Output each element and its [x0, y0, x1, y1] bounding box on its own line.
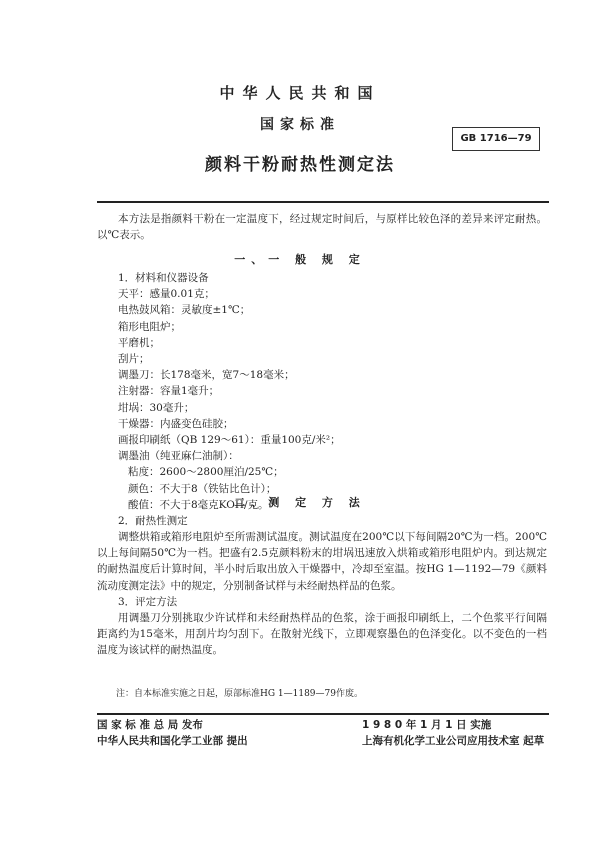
subsection2-text: 调整烘箱或箱形电阻炉至所需测试温度。测试温度在200℃以下每间隔20℃为一档。200℃以上每间隔50℃为一档。把盛有2.5克颜料粉末的坩埚迅速放入烘箱或箱形电阻炉内。到达规定的耐热温度后计算时间，半小时后取出放入干燥器中，冷却至室温。按HG 1—1192—79《颜料流动度测定法》中的规定，分别制备试样与未经耐热样品的色浆。 — [97, 531, 547, 592]
subsection3-text: 用调墨刀分别挑取少许试样和未经耐热样品的色浆，涂于画报印刷纸上，二个色浆平行间隔距离约为15毫米，用刮片均匀刮下。在散射光线下，立即观察墨色的色泽变化。以不变色的一档温度为该试样的耐热温度。 — [97, 612, 547, 657]
list-subitem: 粘度：2600～2800厘泊/25℃； — [128, 466, 284, 479]
list-subitem: 酸值：不大于8毫克KOH/克。 — [128, 498, 269, 511]
top-rule — [97, 201, 549, 203]
list-item: 电热鼓风箱：灵敏度±1℃； — [118, 304, 251, 317]
list-item: 箱形电阻炉； — [118, 320, 181, 333]
list-item: 1．材料和仪器设备 — [118, 272, 209, 284]
effective-date: 1 9 8 0 年 1 月 1 日 实施 — [362, 719, 492, 731]
list-item: 平磨机； — [118, 336, 160, 349]
list-item: 干燥器：内盛变色硅胶； — [118, 417, 234, 430]
bottom-rule — [97, 713, 549, 715]
list-subitem: 颜色：不大于8（铁钴比色计）； — [128, 482, 277, 495]
list-item: 坩埚：30毫升； — [118, 401, 195, 414]
list-item: 天平：感量0.01克； — [118, 288, 215, 301]
drafter: 上海有机化学工业公司应用技术室 起草 — [362, 735, 545, 747]
list-item: 调墨刀：长178毫米，宽7～18毫米； — [118, 369, 295, 382]
document-title: 颜料干粉耐热性测定法 — [205, 155, 395, 175]
list-item: 注射器：容量1毫升； — [118, 385, 220, 398]
section1-heading: 一、一 般 规 定 — [234, 253, 366, 266]
standard-code-box: GB 1716—79 — [452, 127, 540, 151]
section2-heading: 二、测 定 方 法 — [234, 496, 366, 509]
intro-paragraph: 本方法是指颜料干粉在一定温度下，经过规定时间后，与原样比较色泽的差异来评定耐热。以℃表示。 — [97, 213, 547, 242]
category-heading: 国家标准 — [260, 117, 340, 133]
issuer: 国 家 标 准 总 局 发布 — [97, 719, 203, 731]
subsection2-title: 2．耐热性测定 — [118, 515, 188, 527]
proposer: 中华人民共和国化学工业部 提出 — [97, 735, 248, 747]
materials-list — [118, 270, 341, 513]
list-item: 画报印刷纸（QB 129～61）：重量100克/米²； — [118, 434, 341, 447]
list-item: 调墨油（纯亚麻仁油制）： — [118, 450, 239, 463]
footer-left — [97, 717, 248, 749]
list-item: 刮片； — [118, 353, 150, 366]
subsection3-title: 3．评定方法 — [118, 596, 178, 608]
note: 注：自本标准实施之日起，原部标准HG 1—1189—79作废。 — [116, 689, 363, 699]
footer-right — [362, 717, 544, 749]
country-heading: 中华人民共和国 — [219, 84, 381, 102]
